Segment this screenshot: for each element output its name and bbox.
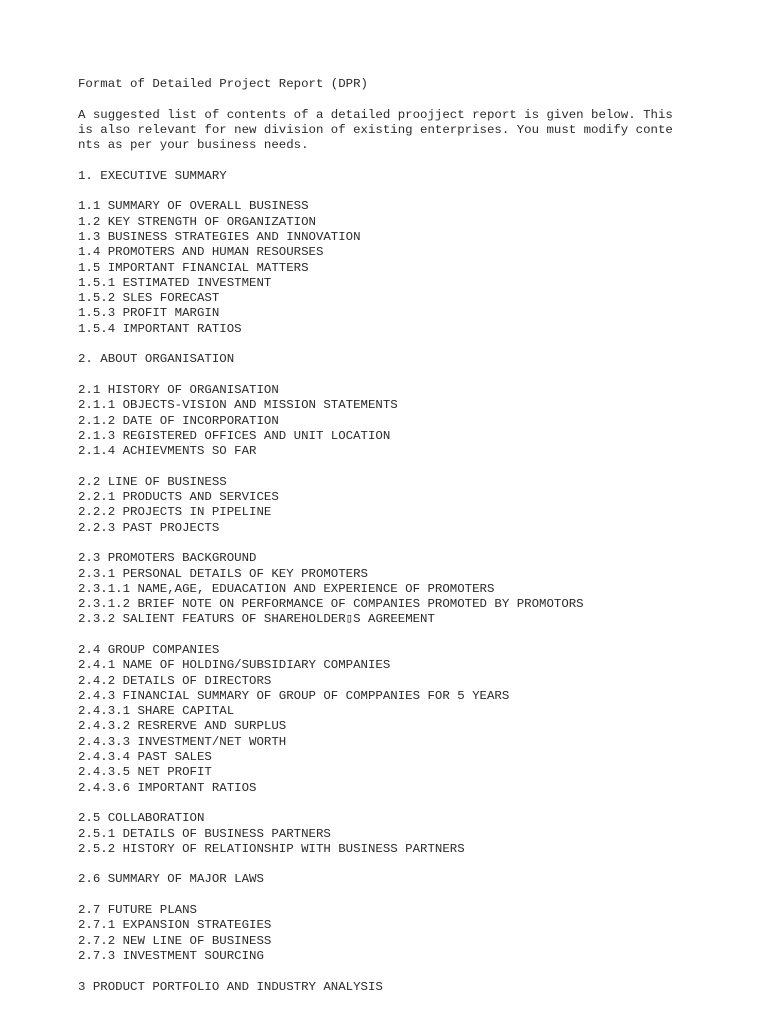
text-line: 2.3.2 SALIENT FEATURS OF SHAREHOLDER▯S AGREEMENT	[78, 612, 435, 627]
text-line: 2.4.1 NAME OF HOLDING/SUBSIDIARY COMPANIES	[78, 658, 391, 673]
text-line: 2.1.2 DATE OF INCORPORATION	[78, 413, 279, 428]
text-line: 2.3 PROMOTERS BACKGROUND	[78, 551, 257, 566]
text-line: 2.7 FUTURE PLANS	[78, 903, 197, 918]
text-line: 2.3.1.2 BRIEF NOTE ON PERFORMANCE OF COMPANIES PROMOTED BY PROMOTORS	[78, 597, 584, 612]
text-line: 2.2.3 PAST PROJECTS	[78, 520, 220, 535]
text-line: 1.4 PROMOTERS AND HUMAN RESOURSES	[78, 245, 324, 260]
text-line: 2.4.3 FINANCIAL SUMMARY OF GROUP OF COMPPANIES FOR 5 YEARS	[78, 688, 510, 703]
text-line: nts as per your business needs.	[78, 138, 309, 153]
document-title: Format of Detailed Project Report (DPR)	[78, 77, 368, 91]
text-line: 1.5.4 IMPORTANT RATIOS	[78, 321, 242, 336]
text-line: 1.5.2 SLES FORECAST	[78, 291, 220, 306]
text-line: 2.1 HISTORY OF ORGANISATION	[78, 382, 279, 397]
paragraph-gap	[78, 857, 738, 872]
text-line: 2.2 LINE OF BUSINESS	[78, 474, 227, 489]
paragraph-gap	[78, 536, 738, 551]
text-line: 1.3 BUSINESS STRATEGIES AND INNOVATION	[78, 229, 361, 244]
text-line: 2. ABOUT ORGANISATION	[78, 352, 235, 367]
paragraph-gap	[78, 368, 738, 383]
text-line: 2.7.3 INVESTMENT SOURCING	[78, 948, 264, 963]
text-line: 1. EXECUTIVE SUMMARY	[78, 168, 227, 183]
text-line: 2.3.1.1 NAME,AGE, EDUACATION AND EXPERIENCE OF PROMOTERS	[78, 581, 495, 596]
text-line: 2.4.3.2 RESRERVE AND SURPLUS	[78, 719, 287, 734]
paragraph-gap	[78, 92, 738, 107]
text-line: 3 PRODUCT PORTFOLIO AND INDUSTRY ANALYSIS	[78, 979, 383, 994]
paragraph-gap	[78, 337, 738, 352]
paragraph-gap	[78, 888, 738, 903]
text-line: 2.5 COLLABORATION	[78, 811, 205, 826]
text-line: 1.2 KEY STRENGTH OF ORGANIZATION	[78, 214, 316, 229]
text-line: 2.1.3 REGISTERED OFFICES AND UNIT LOCATION	[78, 428, 391, 443]
text-line: 1.5.1 ESTIMATED INVESTMENT	[78, 275, 272, 290]
text-line: 2.6 SUMMARY OF MAJOR LAWS	[78, 872, 264, 887]
paragraph-gap	[78, 153, 738, 168]
document-body	[78, 77, 738, 995]
text-line: 2.2.2 PROJECTS IN PIPELINE	[78, 505, 272, 520]
text-line: 2.4 GROUP COMPANIES	[78, 642, 220, 657]
text-line: 2.5.2 HISTORY OF RELATIONSHIP WITH BUSINESS PARTNERS	[78, 841, 465, 856]
text-line: 2.7.2 NEW LINE OF BUSINESS	[78, 933, 272, 948]
text-line: 2.1.4 ACHIEVMENTS SO FAR	[78, 444, 257, 459]
paragraph-gap	[78, 796, 738, 811]
text-line: 1.5.3 PROFIT MARGIN	[78, 306, 220, 321]
paragraph-gap	[78, 628, 738, 643]
text-line: 1.5 IMPORTANT FINANCIAL MATTERS	[78, 260, 309, 275]
text-line: 2.4.2 DETAILS OF DIRECTORS	[78, 673, 272, 688]
text-line: 2.4.3.3 INVESTMENT/NET WORTH	[78, 734, 287, 749]
text-line: 1.1 SUMMARY OF OVERALL BUSINESS	[78, 199, 309, 214]
text-line: 2.1.1 OBJECTS-VISION AND MISSION STATEMENTS	[78, 398, 398, 413]
paragraph-gap	[78, 964, 738, 979]
paragraph-gap	[78, 459, 738, 474]
text-line: 2.2.1 PRODUCTS AND SERVICES	[78, 490, 279, 505]
text-line: 2.5.1 DETAILS OF BUSINESS PARTNERS	[78, 826, 331, 841]
text-line: 2.3.1 PERSONAL DETAILS OF KEY PROMOTERS	[78, 566, 368, 581]
text-line: 2.4.3.4 PAST SALES	[78, 750, 212, 765]
text-line: 2.4.3.6 IMPORTANT RATIOS	[78, 780, 257, 795]
paragraph-gap	[78, 184, 738, 199]
text-line: 2.7.1 EXPANSION STRATEGIES	[78, 918, 272, 933]
text-line: 2.4.3.5 NET PROFIT	[78, 765, 212, 780]
text-line: A suggested list of contents of a detailed proojject report is given below. This	[78, 107, 673, 122]
text-line: is also relevant for new division of existing enterprises. You must modify conte	[78, 122, 673, 137]
text-line: 2.4.3.1 SHARE CAPITAL	[78, 704, 235, 719]
